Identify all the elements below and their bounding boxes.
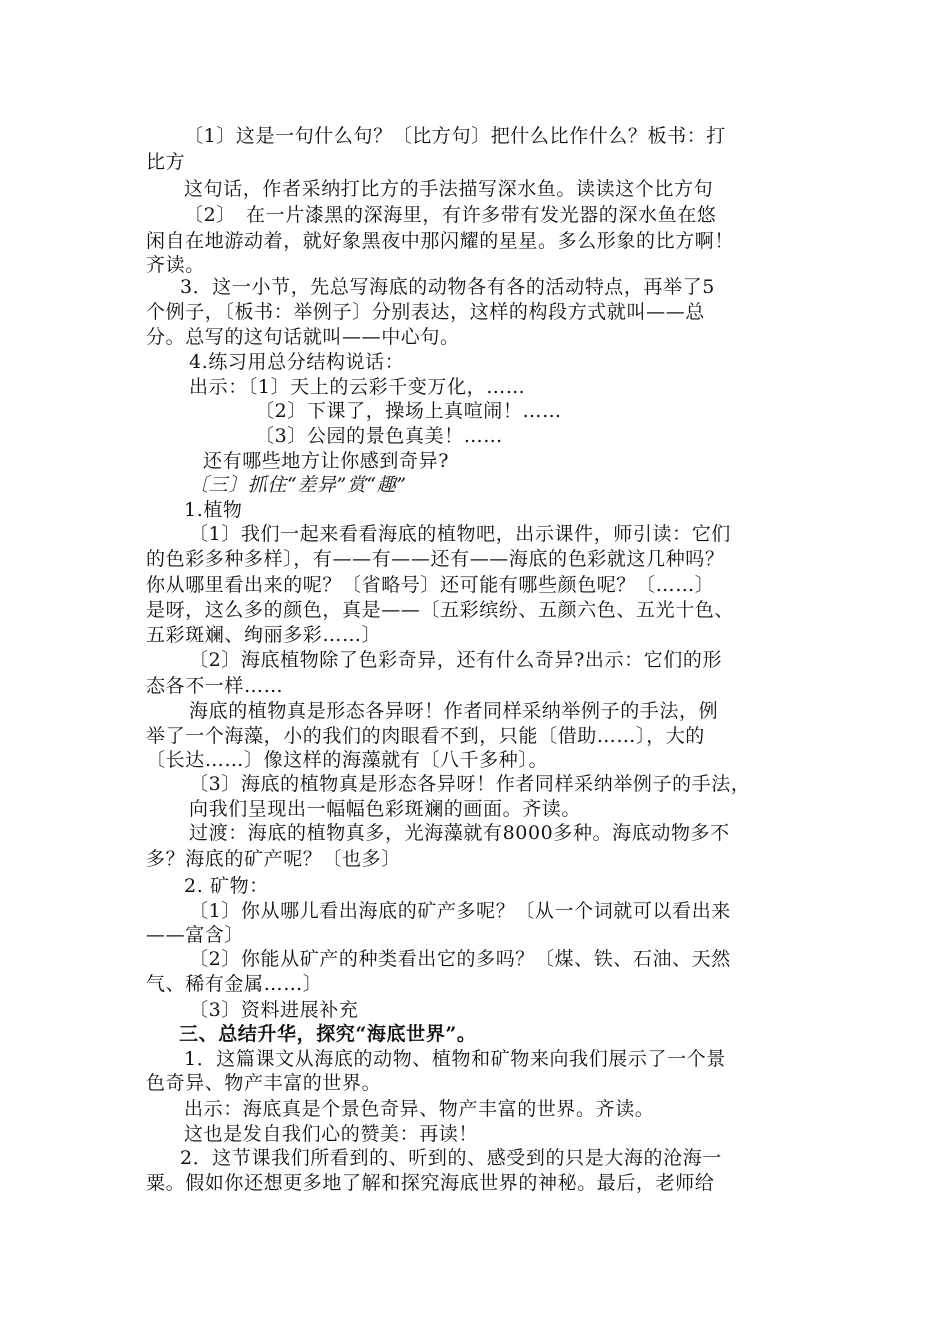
section-heading: 〔三〕抓住“差异”赏“趣” [189, 474, 407, 496]
text-line: 1．这篇课文从海底的动物、植物和矿物来向我们展示了一个景 [184, 1048, 726, 1070]
text-line: 分。总写的这句话就叫——中心句。 [146, 326, 460, 348]
text-line: 过渡：海底的植物真多，光海藻就有8000多种。海底动物多不 [189, 822, 730, 844]
section-heading: 三、总结升华，探究“海底世界”。 [179, 1023, 477, 1045]
text-line: 你从哪里看出来的呢？〔省略号〕还可能有哪些颜色呢？〔……〕 [146, 574, 715, 596]
text-line: 这句话，作者采纳打比方的手法描写深水鱼。读读这个比方句 [184, 178, 714, 200]
text-line: 的色彩多种多样〕，有——有——还有——海底的色彩就这几种吗？ [146, 548, 725, 570]
text-line: 闲自在地游动着，就好象黑夜中那闪耀的星星。多么形象的比方啊！ [146, 230, 735, 252]
text-line: 色奇异、物产丰富的世界。 [146, 1072, 382, 1094]
text-line: 〔3〕资料进展补充 [189, 999, 359, 1021]
text-line: 粟。假如你还想更多地了解和探究海底世界的神秘。最后，老师给 [146, 1172, 715, 1194]
text-line: 2．这节课我们所看到的、听到的、感受到的只是大海的沧海一 [180, 1147, 722, 1169]
text-line: 〔1〕我们一起来看看海底的植物吧，出示课件，师引读：它们 [189, 523, 731, 545]
text-line: 是呀，这么多的颜色，真是——〔五彩缤纷、五颜六色、五光十色、 [146, 599, 735, 621]
text-line: 1.植物 [184, 499, 243, 521]
text-line: 这也是发自我们心的赞美：再读！ [184, 1123, 479, 1145]
text-line: 比方 [146, 151, 186, 173]
text-line: 还有哪些地方让你感到奇异? [203, 450, 449, 472]
text-line: 出示：〔1〕天上的云彩千变万化，…… [189, 376, 526, 398]
text-line: 4.练习用总分结构说话： [189, 351, 405, 373]
text-line: 向我们呈现出一幅幅色彩斑斓的画面。齐读。 [189, 798, 582, 820]
text-line: 态各不一样…… [146, 675, 284, 697]
text-line: 气、稀有金属……〕 [146, 973, 323, 995]
text-line: 出示：海底真是个景色奇异、物产丰富的世界。齐读。 [184, 1098, 655, 1120]
text-line: ——富含〕 [146, 924, 245, 946]
text-line: 齐读。 [146, 254, 205, 276]
text-line: 〔2〕海底植物除了色彩奇异，还有什么奇异?出示：它们的形 [189, 649, 723, 671]
text-line: 〔3〕公园的景色真美！…… [255, 425, 503, 447]
text-line: 个例子，〔板书：举例子〕分别表达，这样的构段方式就叫——总 [146, 301, 705, 323]
text-line: 〔2〕你能从矿产的种类看出它的多吗？〔煤、铁、石油、天然 [189, 948, 731, 970]
text-line: 〔长达……〕像这样的海藻就有〔八千多种〕。 [146, 749, 549, 771]
text-line: 五彩斑斓、绚丽多彩……〕 [146, 624, 382, 646]
text-line: 3．这一小节，先总写海底的动物各有各的活动特点，再举了5 [180, 276, 715, 298]
text-line: 2. 矿物： [184, 875, 269, 897]
text-line: 多？海底的矿产呢？〔也多〕 [146, 848, 401, 870]
text-line: 〔1〕这是一句什么句？〔比方句〕把什么比作什么？板书：打 [184, 125, 726, 147]
text-line: 〔1〕你从哪儿看出海底的矿产多呢？〔从一个词就可以看出来 [189, 900, 731, 922]
text-line: 〔2〕下课了，操场上真喧闹！…… [255, 400, 562, 422]
text-line: 海底的植物真是形态各异呀！作者同样采纳举例子的手法，例 [189, 700, 719, 722]
text-line: 〔3〕海底的植物真是形态各异呀！作者同样采纳举例子的手法， [189, 773, 751, 795]
text-line: 〔2〕 在一片漆黑的深海里，有许多带有发光器的深水鱼在悠 [184, 204, 717, 226]
text-line: 举了一个海藻，小的我们的肉眼看不到，只能〔借助……〕，大的 [146, 725, 705, 747]
